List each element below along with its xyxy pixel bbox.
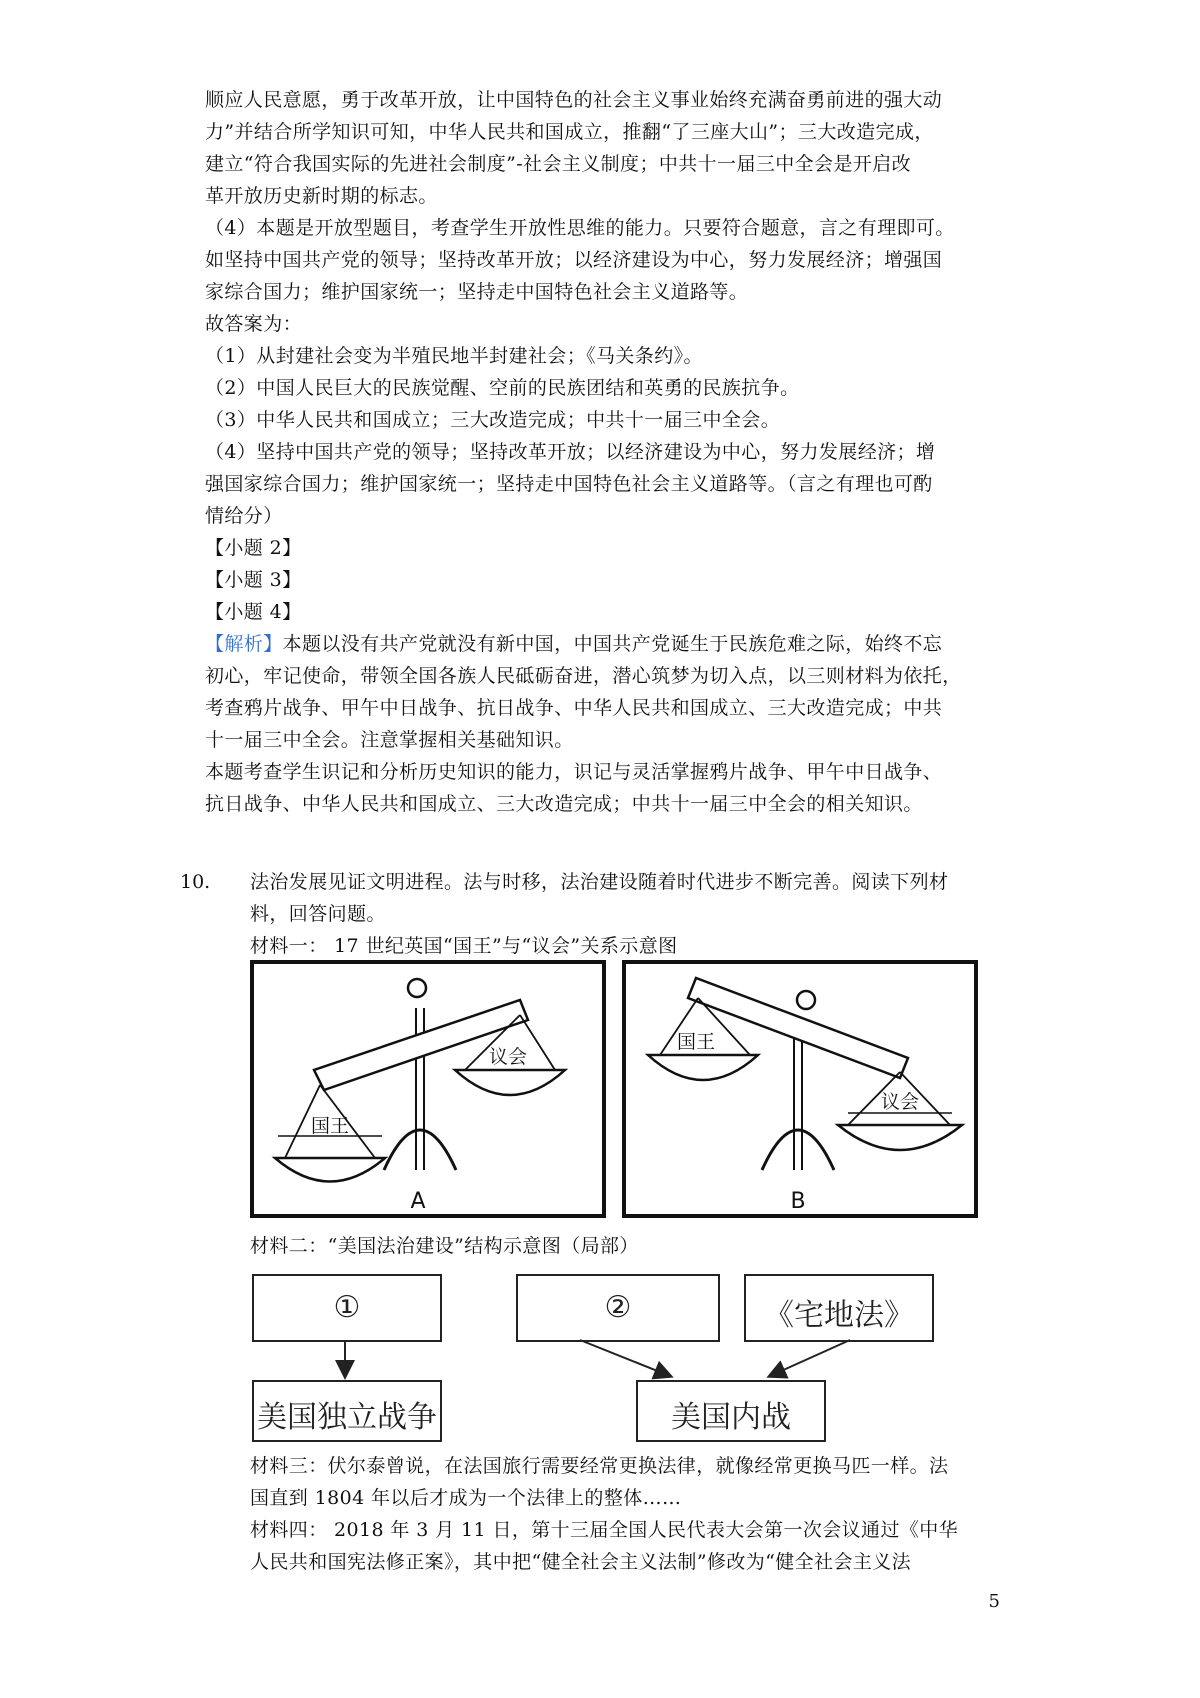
material-one-title: 材料一： 17 世纪英国“国王”与“议会”关系示意图 xyxy=(250,935,678,957)
text-line: 建立“符合我国实际的先进社会制度”-社会主义制度；中共十一届三中全会是开启改 xyxy=(205,153,912,175)
subquestion-label: 【小题 2】 xyxy=(205,537,302,559)
text-line: （4）本题是开放型题目，考查学生开放性思维的能力。只要符合题意，言之有理即可。 xyxy=(205,217,955,239)
answer-line: （4）坚持中国共产党的领导；坚持改革开放；以经济建设为中心，努力发展经济；增 xyxy=(205,441,936,463)
box-label: ② xyxy=(604,1290,632,1325)
panel-a-caption: A xyxy=(410,1189,426,1214)
panel-b-left-label: 国王 xyxy=(676,1031,716,1053)
analysis-line: 初心，牢记使命，带领全国各族人民砥砺奋进，潜心筑梦为切入点，以三则材料为依托， xyxy=(205,665,962,687)
answer-line: 情给分） xyxy=(205,505,283,527)
answer-line: 强国家综合国力；维护国家统一；坚持走中国特色社会主义道路等。（言之有理也可酌 xyxy=(205,473,933,495)
arrow-homestead-to-civil-war xyxy=(770,1340,850,1376)
material-four-line: 人民共和国宪法修正案》，其中把“健全社会主义法制”修改为“健全社会主义法 xyxy=(250,1551,912,1573)
analysis-line: 考查鸦片战争、甲午中日战争、抗日战争、中华人民共和国成立、三大改造完成；中共 xyxy=(205,697,943,719)
material-three-line: 国直到 1804 年以后才成为一个法律上的整体…… xyxy=(250,1487,682,1509)
box-label: 美国内战 xyxy=(671,1400,791,1435)
analysis-line: 抗日战争、中华人民共和国成立、三大改造完成；中共十一届三中全会的相关知识。 xyxy=(205,793,923,815)
answer-line: （3）中华人民共和国成立；三大改造完成；中共十一届三中全会。 xyxy=(205,409,781,431)
question-stem: 料，回答问题。 xyxy=(250,903,386,925)
diagram-arrows xyxy=(250,1268,980,1440)
analysis-line: 本题考查学生识记和分析历史知识的能力，识记与灵活掌握鸦片战争、甲午中日战争、 xyxy=(205,761,943,783)
box-label: ① xyxy=(333,1290,361,1325)
material-two-title: 材料二：“美国法治建设”结构示意图（局部） xyxy=(250,1235,639,1257)
subquestion-label: 【小题 4】 xyxy=(205,601,302,623)
analysis-tag: 【解析】 xyxy=(205,633,283,655)
analysis-line: 十一届三中全会。注意掌握相关基础知识。 xyxy=(205,729,574,751)
text-line: 故答案为： xyxy=(205,313,303,335)
king-parliament-diagram xyxy=(250,960,980,1220)
question-number: 10. xyxy=(180,871,211,893)
box-label: 《宅地法》 xyxy=(764,1298,914,1333)
page-number: 5 xyxy=(988,1591,1000,1612)
text-line: 革开放历史新时期的标志。 xyxy=(205,185,438,207)
material-three-line: 材料三：伏尔泰曾说，在法国旅行需要经常更换法律，就像经常更换马匹一样。法 xyxy=(250,1455,949,1477)
question-stem: 法治发展见证文明进程。法与时移，法治建设随着时代进步不断完善。阅读下列材 xyxy=(250,871,949,893)
analysis-text: 本题以没有共产党就没有新中国，中国共产党诞生于民族危难之际，始终不忘 xyxy=(282,633,943,655)
text-line: 如坚持中国共产党的领导；坚持改革开放；以经济建设为中心，努力发展经济；增强国 xyxy=(205,249,943,271)
panel-a-right-label: 议会 xyxy=(488,1046,528,1068)
subquestion-label: 【小题 3】 xyxy=(205,569,302,591)
arrow-two-to-civil-war xyxy=(580,1340,670,1376)
material-four-line: 材料四： 2018 年 3 月 11 日，第十三届全国人民代表大会第一次会议通过《中华 xyxy=(250,1519,959,1541)
box-label: 美国独立战争 xyxy=(257,1400,437,1435)
answer-line: （1）从封建社会变为半殖民地半封建社会；《马关条约》。 xyxy=(205,345,703,367)
answer-line: （2）中国人民巨大的民族觉醒、空前的民族团结和英勇的民族抗争。 xyxy=(205,377,800,399)
analysis-line xyxy=(205,628,942,660)
panel-a-left-label: 国王 xyxy=(310,1115,350,1137)
text-line: 家综合国力；维护国家统一；坚持走中国特色社会主义道路等。 xyxy=(205,281,749,303)
us-law-structure-diagram xyxy=(250,1268,980,1440)
panel-b-pivot xyxy=(797,991,815,1009)
text-line: 力”并结合所学知识可知，中华人民共和国成立，推翻“了三座大山”；三大改造完成， xyxy=(205,121,934,143)
text-line: 顺应人民意愿，勇于改革开放，让中国特色的社会主义事业始终充满奋勇前进的强大动 xyxy=(205,89,943,111)
panel-b-right-label: 议会 xyxy=(880,1091,920,1113)
panel-a-pivot xyxy=(408,979,426,997)
panel-b-caption: B xyxy=(790,1189,806,1214)
